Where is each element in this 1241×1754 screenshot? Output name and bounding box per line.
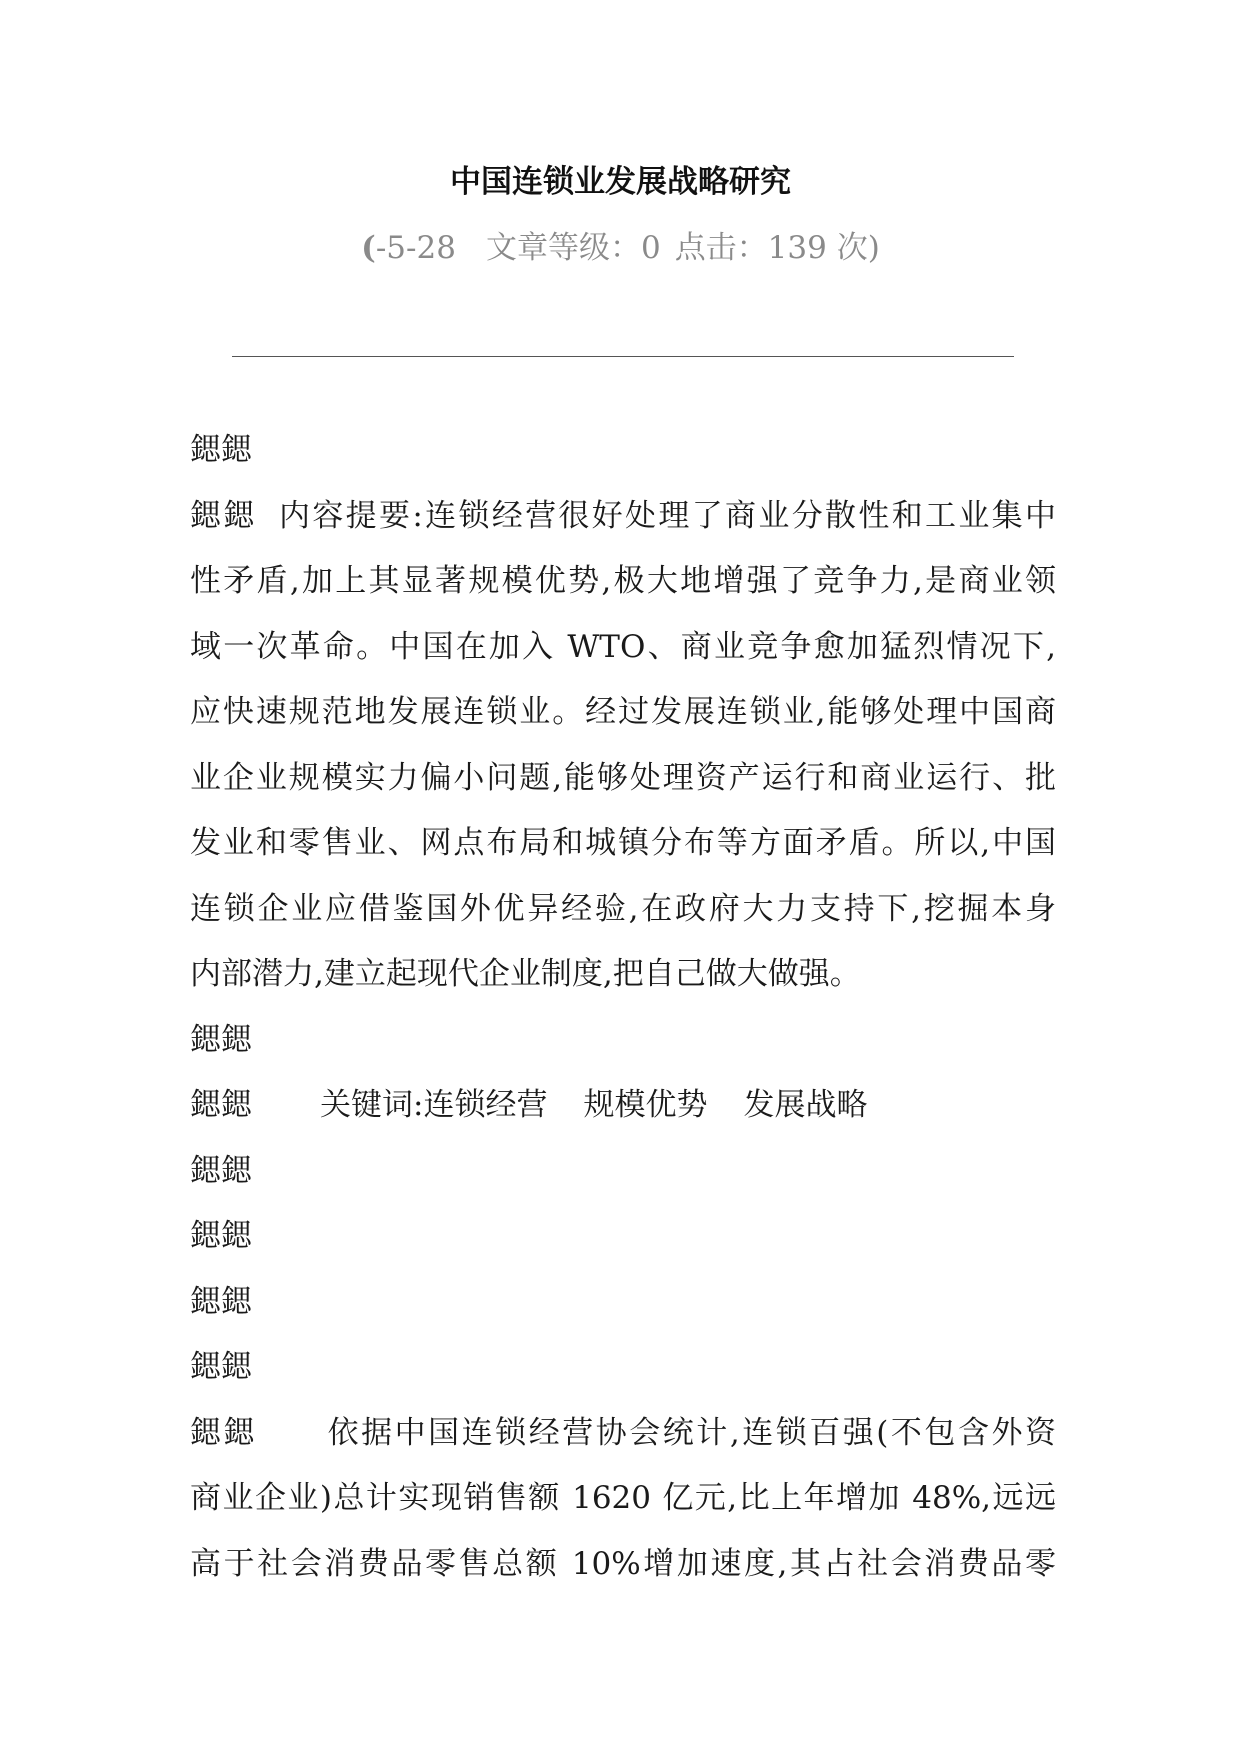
blank-marker-line [190,1270,1056,1336]
marker-text: 鍶鍶 [190,1414,258,1451]
body-line: 商业企业)总计实现销售额 1620 亿元,比上年增加 48%,远远 [190,1480,1056,1516]
marker-text: 鍶鍶 [190,1283,252,1320]
blank-marker-line [190,1204,1056,1270]
marker-text: 鍶鍶 [190,1152,252,1189]
meta-date: -5-28 [375,230,456,266]
keywords-label: 关键词:连锁经营 [320,1087,548,1123]
meta-open-paren: ( [361,230,376,266]
keywords-line [190,1073,1056,1139]
abstract-line: 性矛盾,加上其显著规模优势,极大地增强了竞争力,是商业领 [190,563,1056,599]
marker-text: 鍶鍶 [190,1087,252,1123]
abstract-text: 内容提要:连锁经营很好处理了商业分散性和工业集中 [276,497,1056,534]
abstract-line: 业企业规模实力偏小问题,能够处理资产运行和商业运行、批 [190,759,1056,796]
abstract-line: 连锁企业应借鉴国外优异经验,在政府大力支持下,挖掘本身 [190,890,1056,927]
abstract-line: 发业和零售业、网点布局和城镇分布等方面矛盾。所以,中国 [190,825,1056,861]
body-line [190,1401,1056,1467]
abstract-line: 应快速规范地发展连锁业。经过发展连锁业,能够处理中国商 [190,694,1056,730]
marker-text: 鍶鍶 [190,497,257,534]
body-line: 高于社会消费品零售总额 10%增加速度,其占社会消费品零 [190,1545,1056,1582]
marker-text: 鍶鍶 [190,1021,252,1058]
marker-text: 鍶鍶 [190,1218,252,1254]
keyword-2: 规模优势 [583,1087,708,1123]
document-title: 中国连锁业发展战略研究 [450,164,791,200]
marker-text: 鍶鍶 [190,1349,252,1385]
abstract-line [190,484,1056,550]
meta-level: 文章等级：0 [485,230,661,266]
meta-clicks: 点击：139 次 [674,230,868,266]
article-body [190,418,1056,1597]
blank-marker-line [190,1008,1056,1074]
abstract-line: 域一次革命。中国在加入 WTO、商业竞争愈加猛烈情况下, [190,628,1056,665]
blank-marker-line [190,1335,1056,1401]
blank-marker-line [190,418,1056,484]
blank-marker-line [190,1139,1056,1205]
keyword-3: 发展战略 [743,1087,868,1123]
marker-text: 鍶鍶 [190,432,252,468]
article-meta [0,226,1241,270]
body-text: 依据中国连锁经营协会统计,连锁百强(不包含外资 [325,1414,1056,1451]
divider [232,356,1014,357]
abstract-line: 内部潜力,建立起现代企业制度,把自己做大做强。 [190,956,861,992]
meta-close-paren: ) [867,230,880,266]
